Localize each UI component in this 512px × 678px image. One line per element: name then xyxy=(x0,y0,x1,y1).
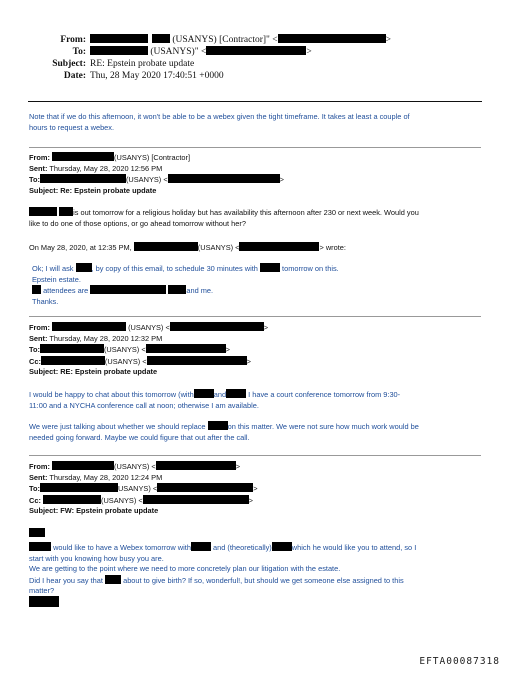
body-line: like to do one of those options, or go ahead tomorrow without her? xyxy=(29,218,246,228)
quote-text: , by copy of this email, to schedule 30 minutes with xyxy=(91,264,258,273)
redaction xyxy=(147,356,247,365)
redaction xyxy=(43,495,101,504)
note-line: hours to request a webex. xyxy=(29,122,115,132)
redaction xyxy=(52,461,114,470)
top-from-row: From: (USANYS) [Contractor]" < > xyxy=(0,34,512,46)
redaction xyxy=(152,34,170,43)
subject-label: Subject: xyxy=(29,367,59,377)
body-text: would like to have a Webex tomorrow with xyxy=(53,543,191,552)
from-label: From: xyxy=(29,462,50,471)
top-to-row: To: (USANYS)" < > xyxy=(0,46,512,58)
redaction xyxy=(105,575,121,584)
redaction xyxy=(260,263,280,272)
redaction xyxy=(90,46,148,55)
wrote-suffix: > wrote: xyxy=(319,243,346,252)
to-label: To: xyxy=(29,345,40,355)
quote-text: attendees are xyxy=(43,286,89,296)
subject-label: Subject: xyxy=(29,506,59,516)
top-to-label: To: xyxy=(72,47,86,57)
body-text: I would be happy to chat about this tomorrow (with xyxy=(29,390,194,399)
body-text: Did I hear you say that xyxy=(29,575,103,585)
redaction xyxy=(90,285,166,294)
sent-value: Thursday, May 28, 2020 12:32 PM xyxy=(49,333,163,343)
redaction xyxy=(194,389,214,398)
body-text: on this matter. We were not sure how much work would be xyxy=(227,422,419,432)
body-text: start with you knowing how busy you are. xyxy=(29,553,164,563)
top-date-row xyxy=(0,70,512,82)
subject-value: Re: Epstein probate update xyxy=(60,185,157,195)
quote-text: and me. xyxy=(186,286,214,296)
msg1-header: From: (USANYS) [Contractor] Sent: Thursday, May 28, 2020 12:56 PM To: (USANYS) < > Subject: Re: Epstein probate update xyxy=(29,153,284,195)
redaction xyxy=(206,46,306,55)
redaction xyxy=(52,322,126,331)
to-value: (USANYS) < xyxy=(103,345,146,355)
redaction xyxy=(208,421,228,430)
from-value: (USANYS) < xyxy=(128,323,170,332)
redaction xyxy=(40,174,126,183)
sent-value: Thursday, May 28, 2020 12:56 PM xyxy=(49,163,163,173)
divider xyxy=(29,147,481,148)
redaction xyxy=(40,483,118,492)
subject-value: RE: Epstein probate update xyxy=(60,367,158,377)
msg2-header: From: (USANYS) < > Sent: Thursday, May 28, 2020 12:32 PM To: (USANYS) < > Cc: (USANYS) < > Subject: RE: Epstein probate update xyxy=(29,323,269,377)
subject-label: Subject: xyxy=(29,185,59,195)
wrote-prefix: On May 28, 2020, at 12:35 PM, xyxy=(29,243,132,252)
sent-label: Sent: xyxy=(29,472,48,482)
body-text: matter? xyxy=(29,586,55,596)
body-text: We are getting to the point where we need to more concretely plan our litigation with the estate. xyxy=(29,564,341,574)
top-subject-row xyxy=(0,58,512,70)
redaction xyxy=(29,542,51,551)
divider xyxy=(29,455,481,456)
redaction xyxy=(170,322,264,331)
redaction xyxy=(52,152,114,161)
cc-value: (USANYS) < xyxy=(100,495,143,505)
cc-label: Cc: xyxy=(29,495,41,505)
document-id: EFTA00087318 xyxy=(419,656,500,667)
to-label: To: xyxy=(29,484,40,494)
body-text: and xyxy=(213,390,227,399)
redaction xyxy=(32,285,41,294)
redaction xyxy=(168,174,280,183)
from-value: (USANYS) < xyxy=(114,462,156,471)
body-text: 11:00 and a NYCHA conference call at noon; otherwise I am available. xyxy=(29,400,259,410)
redaction xyxy=(59,207,73,216)
note xyxy=(29,112,410,133)
redaction xyxy=(168,285,186,294)
cc-label: Cc: xyxy=(29,356,41,366)
redaction xyxy=(29,528,45,537)
redaction xyxy=(239,242,319,251)
body-line: is out tomorrow for a religious holiday but has availability this afternoon after 230 or next week. Would you xyxy=(73,208,419,217)
redaction xyxy=(157,483,253,492)
from-label: From: xyxy=(29,153,50,162)
msg2-body xyxy=(29,389,419,443)
redaction xyxy=(156,461,236,470)
redaction xyxy=(76,263,92,272)
top-date: Thu, 28 May 2020 17:40:51 +0000 xyxy=(90,71,224,81)
redaction xyxy=(29,596,59,607)
body-text: I have a court conference tomorrow from 9:30- xyxy=(248,390,401,399)
subject-value: FW: Epstein probate update xyxy=(60,506,159,516)
note-line: Note that if we do this afternoon, it won't be able to be a webex given the tight timeframe. It takes at least a couple of xyxy=(29,112,410,121)
sent-value: Thursday, May 28, 2020 12:24 PM xyxy=(49,472,163,482)
msg3-header: From: (USANYS) < > Sent: Thursday, May 28, 2020 12:24 PM To: USANYS) < > Cc: (USANYS) < > Subject: FW: Epstein probate update xyxy=(29,462,258,516)
header-divider xyxy=(28,101,482,102)
msg1-quote xyxy=(32,263,339,307)
quote-text: Thanks. xyxy=(32,296,59,306)
redaction xyxy=(90,34,148,43)
redaction xyxy=(191,542,211,551)
msg1-body xyxy=(29,207,419,229)
redaction xyxy=(272,542,292,551)
body-text: needed going forward. Maybe we could figure that out after the call. xyxy=(29,432,250,442)
cc-value: (USANYS) < xyxy=(104,356,147,366)
quote-text: Ok; I will ask xyxy=(32,264,74,273)
to-value: USANYS) < xyxy=(117,484,158,494)
divider xyxy=(29,316,481,317)
from-value: (USANYS) [Contractor] xyxy=(114,153,190,162)
top-header xyxy=(0,34,512,82)
redaction xyxy=(226,389,246,398)
sent-label: Sent: xyxy=(29,163,48,173)
top-from-tail: (USANYS) [Contractor]" < xyxy=(172,35,278,45)
redaction xyxy=(146,344,226,353)
quote-text: Epstein estate. xyxy=(32,274,81,284)
redaction xyxy=(143,495,249,504)
redaction xyxy=(40,344,104,353)
redaction xyxy=(278,34,386,43)
to-value: (USANYS) < xyxy=(125,175,168,185)
top-subject: RE: Epstein probate update xyxy=(90,59,195,69)
top-from-label: From: xyxy=(60,35,86,45)
sent-label: Sent: xyxy=(29,333,48,343)
quote-text: tomorrow on this. xyxy=(282,264,339,273)
redaction xyxy=(29,207,57,216)
body-text: We were just talking about whether we should replace xyxy=(29,422,206,432)
msg1-wrote xyxy=(29,242,346,254)
top-to-tail: (USANYS)" < xyxy=(150,47,207,57)
body-text: and (theoretically) xyxy=(213,543,272,552)
body-text: about to give birth? If so, wonderful!, but should we get someone else assigned to this xyxy=(123,575,404,585)
from-label: From: xyxy=(29,323,50,332)
msg3-body xyxy=(29,542,416,597)
redaction xyxy=(41,356,105,365)
redaction xyxy=(134,242,198,251)
top-subject-label: Subject: xyxy=(52,59,86,69)
wrote-mid: (USANYS) < xyxy=(197,243,240,252)
body-text: which he would like you to attend, so I xyxy=(291,543,417,552)
to-label: To: xyxy=(29,175,40,185)
top-date-label: Date: xyxy=(63,71,86,81)
